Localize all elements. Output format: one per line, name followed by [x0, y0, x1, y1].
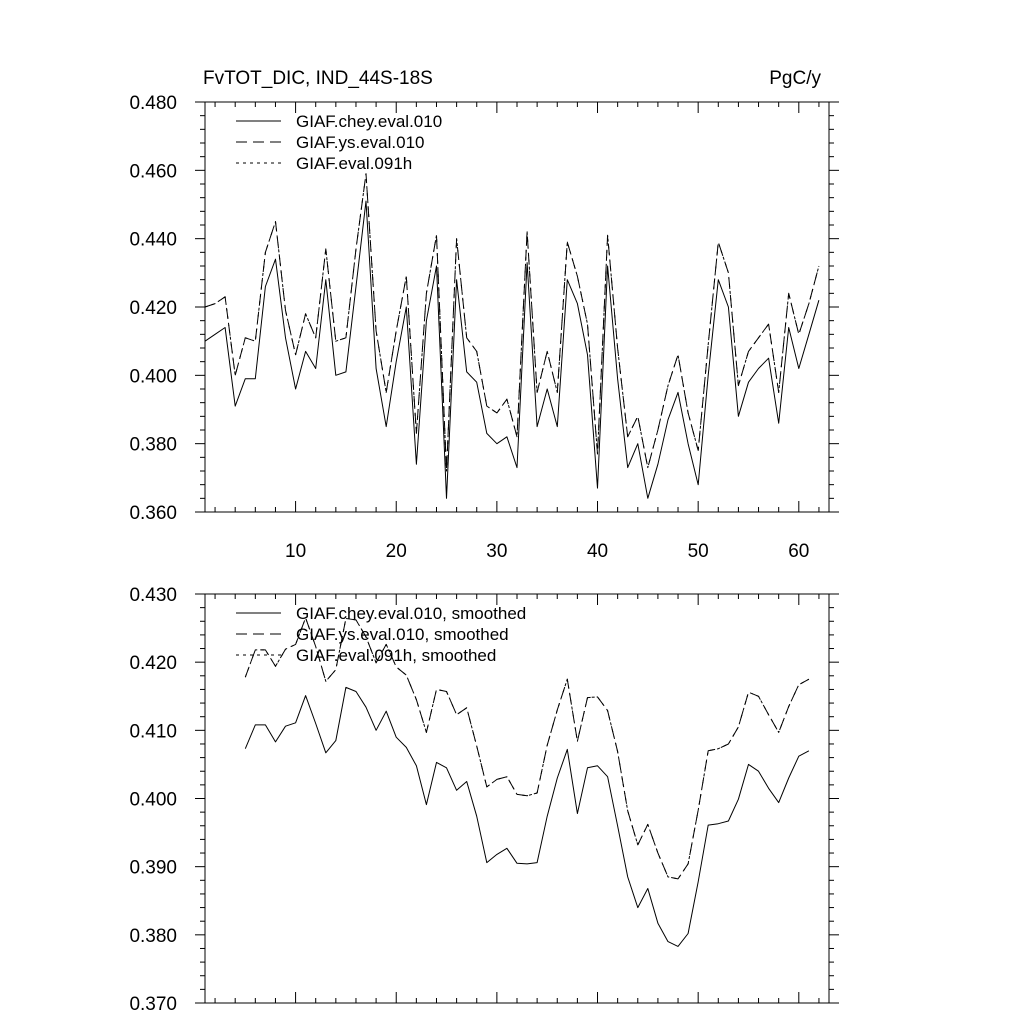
y-tick-label: 0.380 [129, 434, 177, 456]
series-line-dotted [205, 174, 819, 471]
legend-entry: GIAF.eval.091h, smoothed [296, 646, 497, 665]
series-line-dashed [205, 174, 819, 471]
y-tick-label: 0.440 [129, 229, 177, 251]
y-tick-label: 0.480 [129, 93, 177, 114]
legend-entry: GIAF.eval.091h [296, 154, 413, 173]
legend-entry: GIAF.ys.eval.010 [296, 133, 425, 152]
y-tick-label: 0.390 [129, 857, 177, 879]
y-tick-label: 0.360 [129, 503, 177, 524]
y-tick-label: 0.370 [129, 994, 177, 1015]
x-tick-label: 10 [285, 541, 307, 562]
y-tick-label: 0.380 [129, 925, 177, 947]
chart-title-left: FvTOT_DIC, IND_44S-18S [203, 68, 433, 89]
y-tick-label: 0.400 [129, 366, 177, 388]
y-tick-label: 0.430 [129, 585, 177, 606]
x-tick-label: 30 [486, 541, 508, 562]
y-tick-label: 0.420 [129, 653, 177, 675]
y-tick-label: 0.400 [129, 789, 177, 811]
y-tick-label: 0.460 [129, 161, 177, 183]
y-tick-label: 0.410 [129, 721, 177, 743]
chart-units-label: PgC/y [769, 68, 821, 89]
legend-entry: GIAF.chey.eval.010 [296, 112, 443, 131]
chart-panel-2 [129, 585, 839, 1015]
y-tick-label: 0.420 [129, 298, 177, 319]
legend-entry: GIAF.chey.eval.010, smoothed [296, 604, 527, 623]
x-tick-label: 20 [385, 541, 407, 562]
legend-entry: GIAF.ys.eval.010, smoothed [296, 625, 509, 644]
x-tick-label: 40 [586, 541, 609, 562]
series-line-solid [245, 687, 809, 946]
x-tick-label: 50 [687, 541, 709, 562]
x-tick-label: 60 [788, 541, 810, 562]
chart-panel-1 [129, 68, 839, 562]
